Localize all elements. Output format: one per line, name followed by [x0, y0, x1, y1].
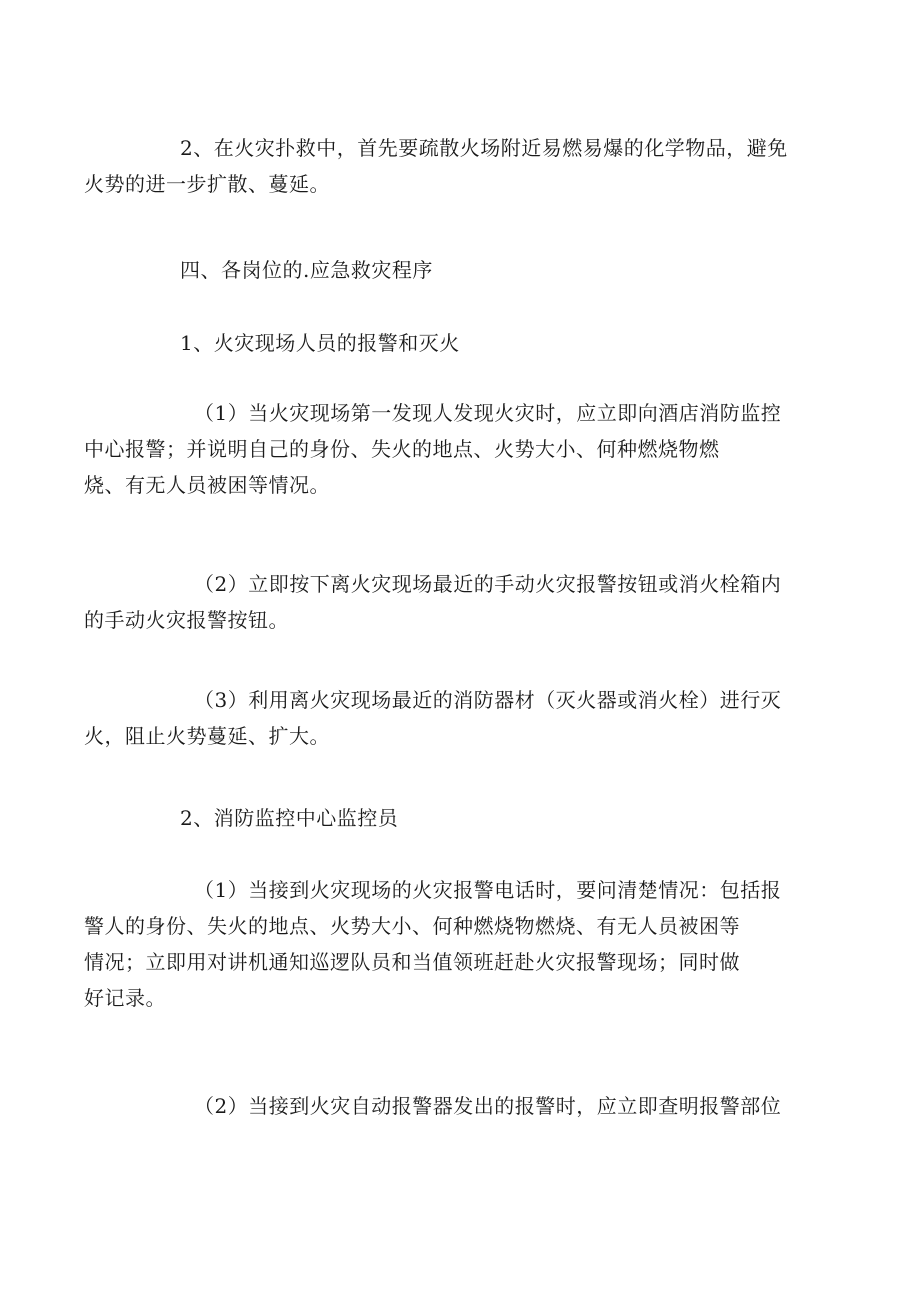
subheading-control-center-monitor: [180, 800, 792, 836]
paragraph-line: 中心报警；并说明自己的身份、失火的地点、火势大小、何种燃烧物燃: [84, 437, 720, 461]
paragraph-line: 1、火灾现场人员的报警和灭火: [180, 331, 460, 355]
paragraph-line: 2、消防监控中心监控员: [180, 806, 399, 830]
paragraph-line: （1）当火灾现场第一发现人发现火灾时，应立即向酒店消防监控: [194, 401, 782, 425]
paragraph-line: 好记录。: [84, 986, 166, 1010]
paragraph-line: 的手动火灾报警按钮。: [84, 608, 289, 632]
paragraph-phone-alarm-handling: [84, 872, 824, 1016]
paragraph-line: 火，阻止火势蔓延、扩大。: [84, 724, 330, 748]
paragraph-line: （2）当接到火灾自动报警器发出的报警时，应立即查明报警部位: [194, 1094, 782, 1118]
paragraph-line: （2）立即按下离火灾现场最近的手动火灾报警按钮或消火栓箱内: [194, 572, 782, 596]
paragraph-line: （3）利用离火灾现场最近的消防器材（灭火器或消火栓）进行灭: [194, 688, 782, 712]
paragraph-use-fire-equipment: [84, 682, 824, 754]
paragraph-fire-fighting-evacuation: [84, 130, 824, 202]
paragraph-press-alarm-button: [84, 566, 824, 638]
paragraph-automatic-alarm-handling: [84, 1088, 824, 1124]
paragraph-report-to-control-center: [84, 395, 824, 503]
paragraph-line: 情况；立即用对讲机通知巡逻队员和当值领班赶赴火灾报警现场；同时做: [84, 950, 740, 974]
paragraph-line: 警人的身份、失火的地点、火势大小、何种燃烧物燃烧、有无人员被困等: [84, 914, 740, 938]
paragraph-line: 火势的进一步扩散、蔓延。: [84, 172, 330, 196]
paragraph-line: （1）当接到火灾现场的火灾报警电话时，要问清楚情况：包括报: [194, 878, 782, 902]
paragraph-line: 烧、有无人员被困等情况。: [84, 473, 330, 497]
paragraph-line: 四、各岗位的.应急救灾程序: [180, 258, 433, 282]
subheading-onsite-personnel: [180, 325, 792, 361]
paragraph-line: 2、在火灾扑救中，首先要疏散火场附近易燃易爆的化学物品，避免: [180, 136, 788, 160]
section-heading-emergency-procedures: [180, 252, 792, 288]
